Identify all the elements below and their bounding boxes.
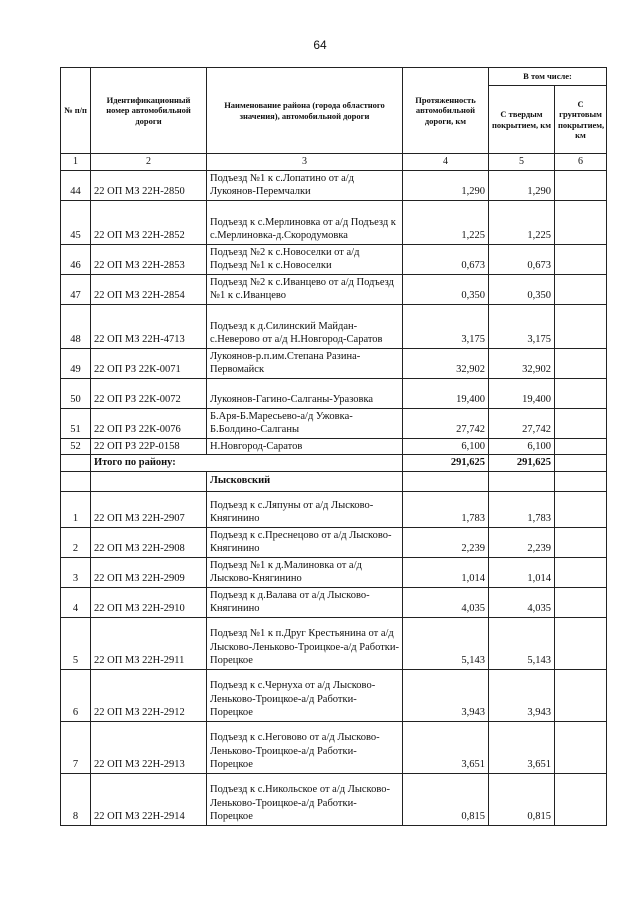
row-number: 4 <box>61 587 91 617</box>
road-length: 1,783 <box>403 491 489 527</box>
row-number: 51 <box>61 408 91 438</box>
row-number: 1 <box>61 491 91 527</box>
table-row <box>61 587 607 617</box>
hard-surface-length: 1,290 <box>489 170 555 200</box>
column-numbers-row <box>61 154 607 171</box>
column-number: 3 <box>207 154 403 171</box>
row-number: 6 <box>61 669 91 721</box>
header-length: Протяженность автомобильной дороги, км <box>403 68 489 154</box>
row-number: 48 <box>61 304 91 348</box>
row-number: 46 <box>61 244 91 274</box>
hard-surface-length: 2,239 <box>489 527 555 557</box>
table-row <box>61 348 607 378</box>
total-no-cell <box>61 455 91 472</box>
hard-surface-length: 19,400 <box>489 378 555 408</box>
road-length: 2,239 <box>403 527 489 557</box>
ground-surface-length <box>555 773 607 825</box>
road-id: 22 ОП МЗ 22Н-4713 <box>91 304 207 348</box>
road-length: 6,100 <box>403 438 489 455</box>
ground-surface-length <box>555 304 607 348</box>
road-length: 19,400 <box>403 378 489 408</box>
header-name: Наименование района (города областного значения), автомобильной дороги <box>207 68 403 154</box>
column-number: 6 <box>555 154 607 171</box>
row-number: 44 <box>61 170 91 200</box>
hard-surface-length: 3,651 <box>489 721 555 773</box>
road-name: Подъезд №1 к п.Друг Крестьянина от а/д Лысково-Леньково-Троицкое-а/д Работки-Порецкое <box>207 617 403 669</box>
road-id: 22 ОП РЗ 22К-0076 <box>91 408 207 438</box>
road-name: Подъезд №1 к д.Малиновка от а/д Лысково-Княгинино <box>207 557 403 587</box>
section-empty-cell <box>61 471 91 491</box>
road-name: Подъезд к с.Ляпуны от а/д Лысково-Княгинино <box>207 491 403 527</box>
header-id: Идентификационный номер автомобильной дороги <box>91 68 207 154</box>
road-length: 0,350 <box>403 274 489 304</box>
section-empty-cell <box>91 471 207 491</box>
row-number: 3 <box>61 557 91 587</box>
hard-surface-length: 6,100 <box>489 438 555 455</box>
hard-surface-length: 5,143 <box>489 617 555 669</box>
row-number: 49 <box>61 348 91 378</box>
road-name: Подъезд к с.Преснецово от а/д Лысково-Княгинино <box>207 527 403 557</box>
ground-surface-length <box>555 438 607 455</box>
table-row <box>61 304 607 348</box>
section-title: Лысковский <box>207 471 403 491</box>
total-length: 291,625 <box>403 455 489 472</box>
column-number: 4 <box>403 154 489 171</box>
total-label: Итого по району: <box>91 455 403 472</box>
road-name: Б.Аря-Б.Маресьево-а/д Ужовка-Б.Болдино-Салганы <box>207 408 403 438</box>
header-no: № п/п <box>61 68 91 154</box>
ground-surface-length <box>555 244 607 274</box>
hard-surface-length: 1,014 <box>489 557 555 587</box>
section-row <box>61 471 607 491</box>
road-length: 5,143 <box>403 617 489 669</box>
column-number: 5 <box>489 154 555 171</box>
header-ground: С грунтовым покрытием, км <box>555 86 607 154</box>
ground-surface-length <box>555 557 607 587</box>
road-name: Подъезд к д.Силинский Майдан-с.Неверово от а/д Н.Новгород-Саратов <box>207 304 403 348</box>
road-id: 22 ОП МЗ 22Н-2908 <box>91 527 207 557</box>
hard-surface-length: 0,815 <box>489 773 555 825</box>
ground-surface-length <box>555 170 607 200</box>
row-number: 2 <box>61 527 91 557</box>
ground-surface-length <box>555 587 607 617</box>
row-number: 7 <box>61 721 91 773</box>
section-empty-cell <box>403 471 489 491</box>
column-number: 2 <box>91 154 207 171</box>
road-length: 32,902 <box>403 348 489 378</box>
table-row <box>61 721 607 773</box>
road-length: 1,290 <box>403 170 489 200</box>
hard-surface-length: 4,035 <box>489 587 555 617</box>
ground-surface-length <box>555 669 607 721</box>
table-row <box>61 527 607 557</box>
road-name: Лукоянов-Гагино-Салганы-Уразовка <box>207 378 403 408</box>
header-including: В том числе: <box>489 68 607 86</box>
road-length: 0,815 <box>403 773 489 825</box>
road-id: 22 ОП МЗ 22Н-2850 <box>91 170 207 200</box>
road-id: 22 ОП МЗ 22Н-2909 <box>91 557 207 587</box>
road-name: Подъезд к с.Мерлиновка от а/д Подъезд к с.Мерлиновка-д.Скородумовка <box>207 200 403 244</box>
ground-surface-length <box>555 274 607 304</box>
section-empty-cell <box>555 471 607 491</box>
table-row <box>61 378 607 408</box>
road-id: 22 ОП МЗ 22Н-2852 <box>91 200 207 244</box>
page-number: 64 <box>313 38 327 52</box>
table-row <box>61 200 607 244</box>
road-id: 22 ОП МЗ 22Н-2853 <box>91 244 207 274</box>
road-length: 1,014 <box>403 557 489 587</box>
table-row <box>61 773 607 825</box>
road-id: 22 ОП МЗ 22Н-2854 <box>91 274 207 304</box>
hard-surface-length: 0,350 <box>489 274 555 304</box>
ground-surface-length <box>555 721 607 773</box>
road-name: Подъезд №2 к с.Иванцево от а/д Подъезд №1 к с.Иванцево <box>207 274 403 304</box>
total-hard: 291,625 <box>489 455 555 472</box>
road-id: 22 ОП МЗ 22Н-2907 <box>91 491 207 527</box>
road-length: 3,943 <box>403 669 489 721</box>
roads-table <box>60 67 607 826</box>
row-number: 50 <box>61 378 91 408</box>
row-number: 45 <box>61 200 91 244</box>
total-ground <box>555 455 607 472</box>
road-id: 22 ОП РЗ 22Р-0158 <box>91 438 207 455</box>
hard-surface-length: 3,943 <box>489 669 555 721</box>
hard-surface-length: 27,742 <box>489 408 555 438</box>
road-name: Подъезд к с.Никольское от а/д Лысково-Леньково-Троицкое-а/д Работки-Порецкое <box>207 773 403 825</box>
road-id: 22 ОП МЗ 22Н-2912 <box>91 669 207 721</box>
road-id: 22 ОП МЗ 22Н-2911 <box>91 617 207 669</box>
hard-surface-length: 0,673 <box>489 244 555 274</box>
ground-surface-length <box>555 378 607 408</box>
table-row <box>61 244 607 274</box>
row-number: 52 <box>61 438 91 455</box>
table-row <box>61 408 607 438</box>
row-number: 8 <box>61 773 91 825</box>
road-length: 0,673 <box>403 244 489 274</box>
road-id: 22 ОП МЗ 22Н-2910 <box>91 587 207 617</box>
road-name: Подъезд к с.Неговово от а/д Лысково-Леньково-Троицкое-а/д Работки-Порецкое <box>207 721 403 773</box>
column-number: 1 <box>61 154 91 171</box>
road-length: 27,742 <box>403 408 489 438</box>
hard-surface-length: 32,902 <box>489 348 555 378</box>
row-number: 47 <box>61 274 91 304</box>
table-row <box>61 617 607 669</box>
section-empty-cell <box>489 471 555 491</box>
road-name: Подъезд к д.Валава от а/д Лысково-Княгинино <box>207 587 403 617</box>
road-name: Подъезд №1 к с.Лопатино от а/д Лукоянов-Перемчалки <box>207 170 403 200</box>
table-row <box>61 170 607 200</box>
road-length: 1,225 <box>403 200 489 244</box>
table-row <box>61 557 607 587</box>
hard-surface-length: 1,783 <box>489 491 555 527</box>
road-name: Н.Новгород-Саратов <box>207 438 403 455</box>
hard-surface-length: 1,225 <box>489 200 555 244</box>
table-row <box>61 438 607 455</box>
road-id: 22 ОП МЗ 22Н-2914 <box>91 773 207 825</box>
road-length: 4,035 <box>403 587 489 617</box>
road-id: 22 ОП РЗ 22К-0071 <box>91 348 207 378</box>
road-name: Подъезд к с.Чернуха от а/д Лысково-Леньково-Троицкое-а/д Работки-Порецкое <box>207 669 403 721</box>
road-id: 22 ОП РЗ 22К-0072 <box>91 378 207 408</box>
road-name: Лукоянов-р.п.им.Степана Разина-Первомайск <box>207 348 403 378</box>
table-row <box>61 669 607 721</box>
road-id: 22 ОП МЗ 22Н-2913 <box>91 721 207 773</box>
ground-surface-length <box>555 200 607 244</box>
hard-surface-length: 3,175 <box>489 304 555 348</box>
ground-surface-length <box>555 491 607 527</box>
total-row <box>61 455 607 472</box>
header-hard: С твердым покрытием, км <box>489 86 555 154</box>
table-row <box>61 274 607 304</box>
road-name: Подъезд №2 к с.Новоселки от а/д Подъезд №1 к с.Новоселки <box>207 244 403 274</box>
ground-surface-length <box>555 617 607 669</box>
row-number: 5 <box>61 617 91 669</box>
table-row <box>61 491 607 527</box>
road-length: 3,175 <box>403 304 489 348</box>
ground-surface-length <box>555 527 607 557</box>
ground-surface-length <box>555 408 607 438</box>
road-length: 3,651 <box>403 721 489 773</box>
ground-surface-length <box>555 348 607 378</box>
